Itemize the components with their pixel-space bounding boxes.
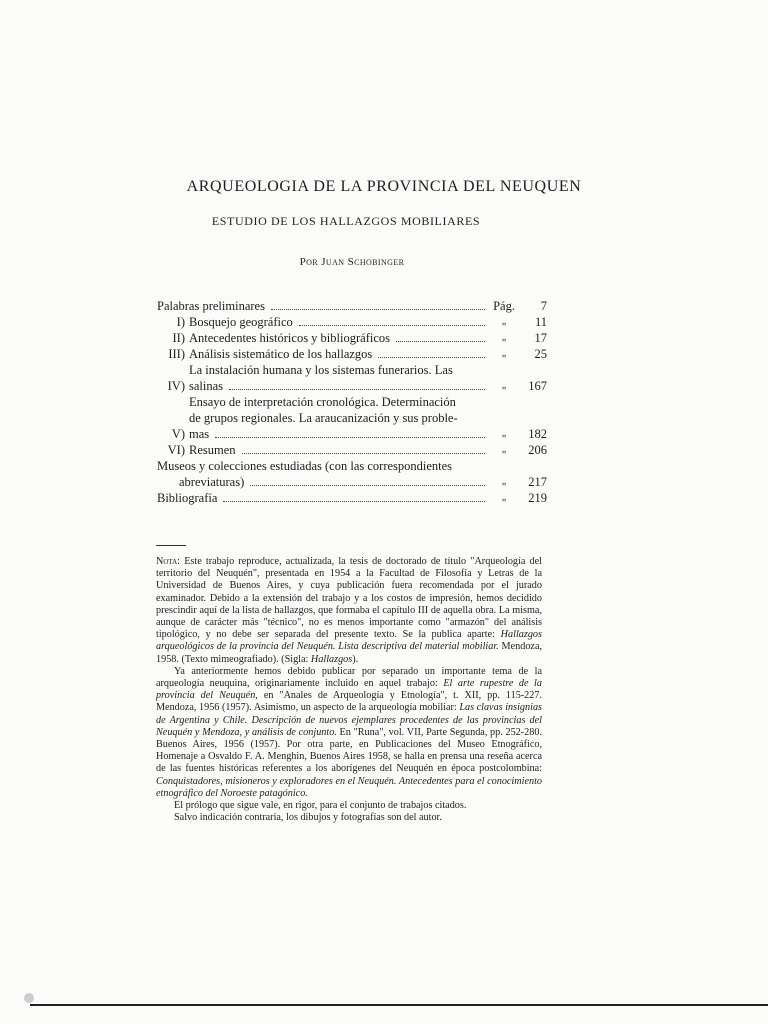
- toc-entry: [157, 442, 547, 458]
- toc-page-number: 7: [540, 299, 547, 313]
- toc-entry-label: abreviaturas): [179, 475, 245, 489]
- toc-entry: [157, 346, 547, 362]
- toc-entry-body: [189, 442, 491, 458]
- toc-page-number: 219: [528, 491, 547, 505]
- toc-entry-line: de grupos regionales. La araucanización y sus proble-: [189, 411, 458, 425]
- toc-entry: [157, 330, 547, 346]
- toc-entry-body: [189, 394, 491, 442]
- toc-leader-dots: [271, 309, 485, 310]
- toc-entry-body: [189, 314, 491, 330]
- toc-chapter-number: II): [172, 331, 185, 345]
- toc-entry-line: Ensayo de interpretación cronológica. Determinación: [189, 395, 456, 409]
- toc-leader-dots: [223, 501, 485, 502]
- toc-entry-last-line: [189, 346, 491, 362]
- toc-chapter-number: IV): [167, 379, 185, 393]
- toc-page-number: 25: [534, 347, 547, 361]
- toc-page-number: 217: [528, 475, 547, 489]
- note-label: Nota:: [156, 556, 181, 567]
- toc-page-mark: „: [501, 348, 507, 359]
- scan-artifact: [24, 993, 34, 1003]
- toc-entry-last-line: [157, 474, 491, 490]
- toc-entry-body: [189, 330, 491, 346]
- article-author: Por Juan Schobinger: [299, 256, 405, 268]
- toc-chapter-number: V): [171, 427, 185, 441]
- toc-entry-last-line: [157, 490, 491, 506]
- footnote-rule: [156, 545, 186, 546]
- toc-entry-label: Análisis sistemático de los hallazgos: [189, 347, 373, 361]
- toc-page-mark: „: [501, 476, 507, 487]
- toc-entry-body: [157, 298, 491, 314]
- note-italic: Conquistadores, misioneros y exploradores en el Neuquén. Antecedentes para el conocimiento etnográfico del Noroeste patagónico.: [156, 775, 542, 799]
- toc-entry-label: Bibliografía: [157, 491, 218, 505]
- toc-page-mark: Pág.: [493, 299, 515, 313]
- toc-chapter-number: III): [168, 347, 185, 361]
- toc-leader-dots: [229, 389, 485, 390]
- table-of-contents: [157, 298, 547, 506]
- toc-leader-dots: [396, 341, 485, 342]
- article-subtitle: ESTUDIO DE LOS HALLAZGOS MOBILIARES: [211, 214, 481, 228]
- note-text: Mendoza, 1958. (Texto mimeografiado). (Sigla:: [156, 641, 543, 665]
- toc-leader-dots: [242, 453, 485, 454]
- toc-entry-last-line: [189, 314, 491, 330]
- toc-page-number: 167: [528, 379, 547, 393]
- toc-leader-dots: [299, 325, 485, 326]
- toc-chapter-number: VI): [167, 443, 185, 457]
- toc-entry-line: La instalación humana y los sistemas funerarios. Las: [189, 363, 453, 377]
- note-italic: Las clavas insignias de Argentina y Chile. Descripción de nuevos ejemplares procedentes de las provincias del Neuquén y Mendoza, y análisis de conjunto.: [156, 702, 543, 738]
- note-text: en "Anales de Arqueología y Etnología", t. XII, pp. 115-227. Mendoza, 1956 (1957). Asimismo, un aspecto de la arqueología mobiliar:: [156, 690, 543, 714]
- toc-entry-last-line: [189, 442, 491, 458]
- note-italic: Hallazgos: [310, 653, 353, 665]
- toc-entry: [157, 490, 547, 506]
- toc-page-mark: „: [501, 492, 507, 503]
- toc-entry: [157, 314, 547, 330]
- toc-entry: [157, 362, 547, 394]
- toc-entry-label: Antecedentes históricos y bibliográficos: [189, 331, 390, 345]
- scan-edge-line: [30, 1004, 768, 1006]
- article-title: ARQUEOLOGIA DE LA PROVINCIA DEL NEUQUEN: [186, 178, 582, 195]
- footnote-paragraph-4: Salvo indicación contraria, los dibujos y fotografías son del autor.: [174, 812, 442, 824]
- toc-page-mark: „: [501, 444, 507, 455]
- toc-page-mark: „: [501, 316, 507, 327]
- toc-entry: [157, 458, 547, 490]
- note-italic: Hallazgos arqueológicos de la provincia del Neuquén. Lista descriptiva del material mobiliar.: [156, 629, 542, 653]
- toc-leader-dots: [215, 437, 485, 438]
- toc-entry-last-line: [157, 298, 491, 314]
- toc-entry-label: Palabras preliminares: [157, 299, 265, 313]
- toc-leader-dots: [378, 357, 485, 358]
- toc-page-number: 11: [534, 315, 547, 329]
- toc-entry-body: [157, 458, 491, 490]
- note-text: En "Runa", vol. VII, Parte Segunda, pp. 252-280. Buenos Aires, 1956 (1957). Por otra parte, en Publicaciones del Museo Etnográfico, Homenaje a Osvaldo F. A. Menghin, Buenos Aires 1958, se halla en prensa una reseña acerca de las fuentes históricas referentes a los aborígenes del Neuquén en época postcolombina:: [156, 726, 542, 775]
- toc-entry-last-line: [189, 426, 491, 442]
- toc-leader-dots: [250, 485, 485, 486]
- footnote-paragraph-3: El prólogo que sigue vale, en rigor, para el conjunto de trabajos citados.: [174, 800, 467, 812]
- toc-page-number: 182: [528, 427, 547, 441]
- toc-entry: [157, 394, 547, 442]
- note-text: Ya anteriormente hemos debido publicar por separado un importante tema de la arqueología neuquina, originariamente incluido en aquel trabajo:: [156, 665, 542, 690]
- toc-entry-label: salinas: [189, 379, 224, 393]
- toc-entry-body: [157, 490, 491, 506]
- note-text: ).: [352, 653, 359, 665]
- toc-entry-label: mas: [189, 427, 210, 441]
- toc-page-mark: „: [501, 428, 507, 439]
- note-text: Este trabajo reproduce, actualizada, la tesis de doctorado de título "Arqueología del territorio del Neuquén", presentada en 1954 a la Facultad de Filosofía y Letras de la Universidad de Buenos Aires, y cuya publicación fuera recomendada por el jurado examinador. Debido a la extensión del trabajo y a los costos de impresión, hemos decidido prescindir aquí de la lista de hallazgos, que formaba el capítulo III de aquella obra. La misma, aunque de carácter más "técnico", no es menos importante como "armazón" del análisis tipológico, y no debe ser separada del presente texto. Se la publica aparte:: [156, 556, 542, 641]
- footnote-paragraph-1: [156, 556, 542, 666]
- toc-entry-body: [189, 346, 491, 362]
- toc-page-mark: „: [501, 380, 507, 391]
- note-italic: El arte rupestre de la provincia del Neuquén,: [156, 678, 542, 702]
- toc-entry-label: Bosquejo geográfico: [189, 315, 293, 329]
- footnote-paragraph-2: [156, 666, 542, 800]
- toc-page-number: 206: [528, 443, 547, 457]
- toc-entry: [157, 298, 547, 314]
- toc-page-mark: „: [501, 332, 507, 343]
- toc-chapter-number: I): [176, 315, 185, 329]
- toc-entry-last-line: [189, 330, 491, 346]
- toc-entry-line: Museos y colecciones estudiadas (con las correspondientes: [157, 459, 453, 473]
- toc-entry-label: Resumen: [189, 443, 236, 457]
- toc-entry-body: [189, 362, 491, 394]
- footnote: [156, 556, 542, 824]
- toc-entry-last-line: [189, 378, 491, 394]
- toc-page-number: 17: [534, 331, 547, 345]
